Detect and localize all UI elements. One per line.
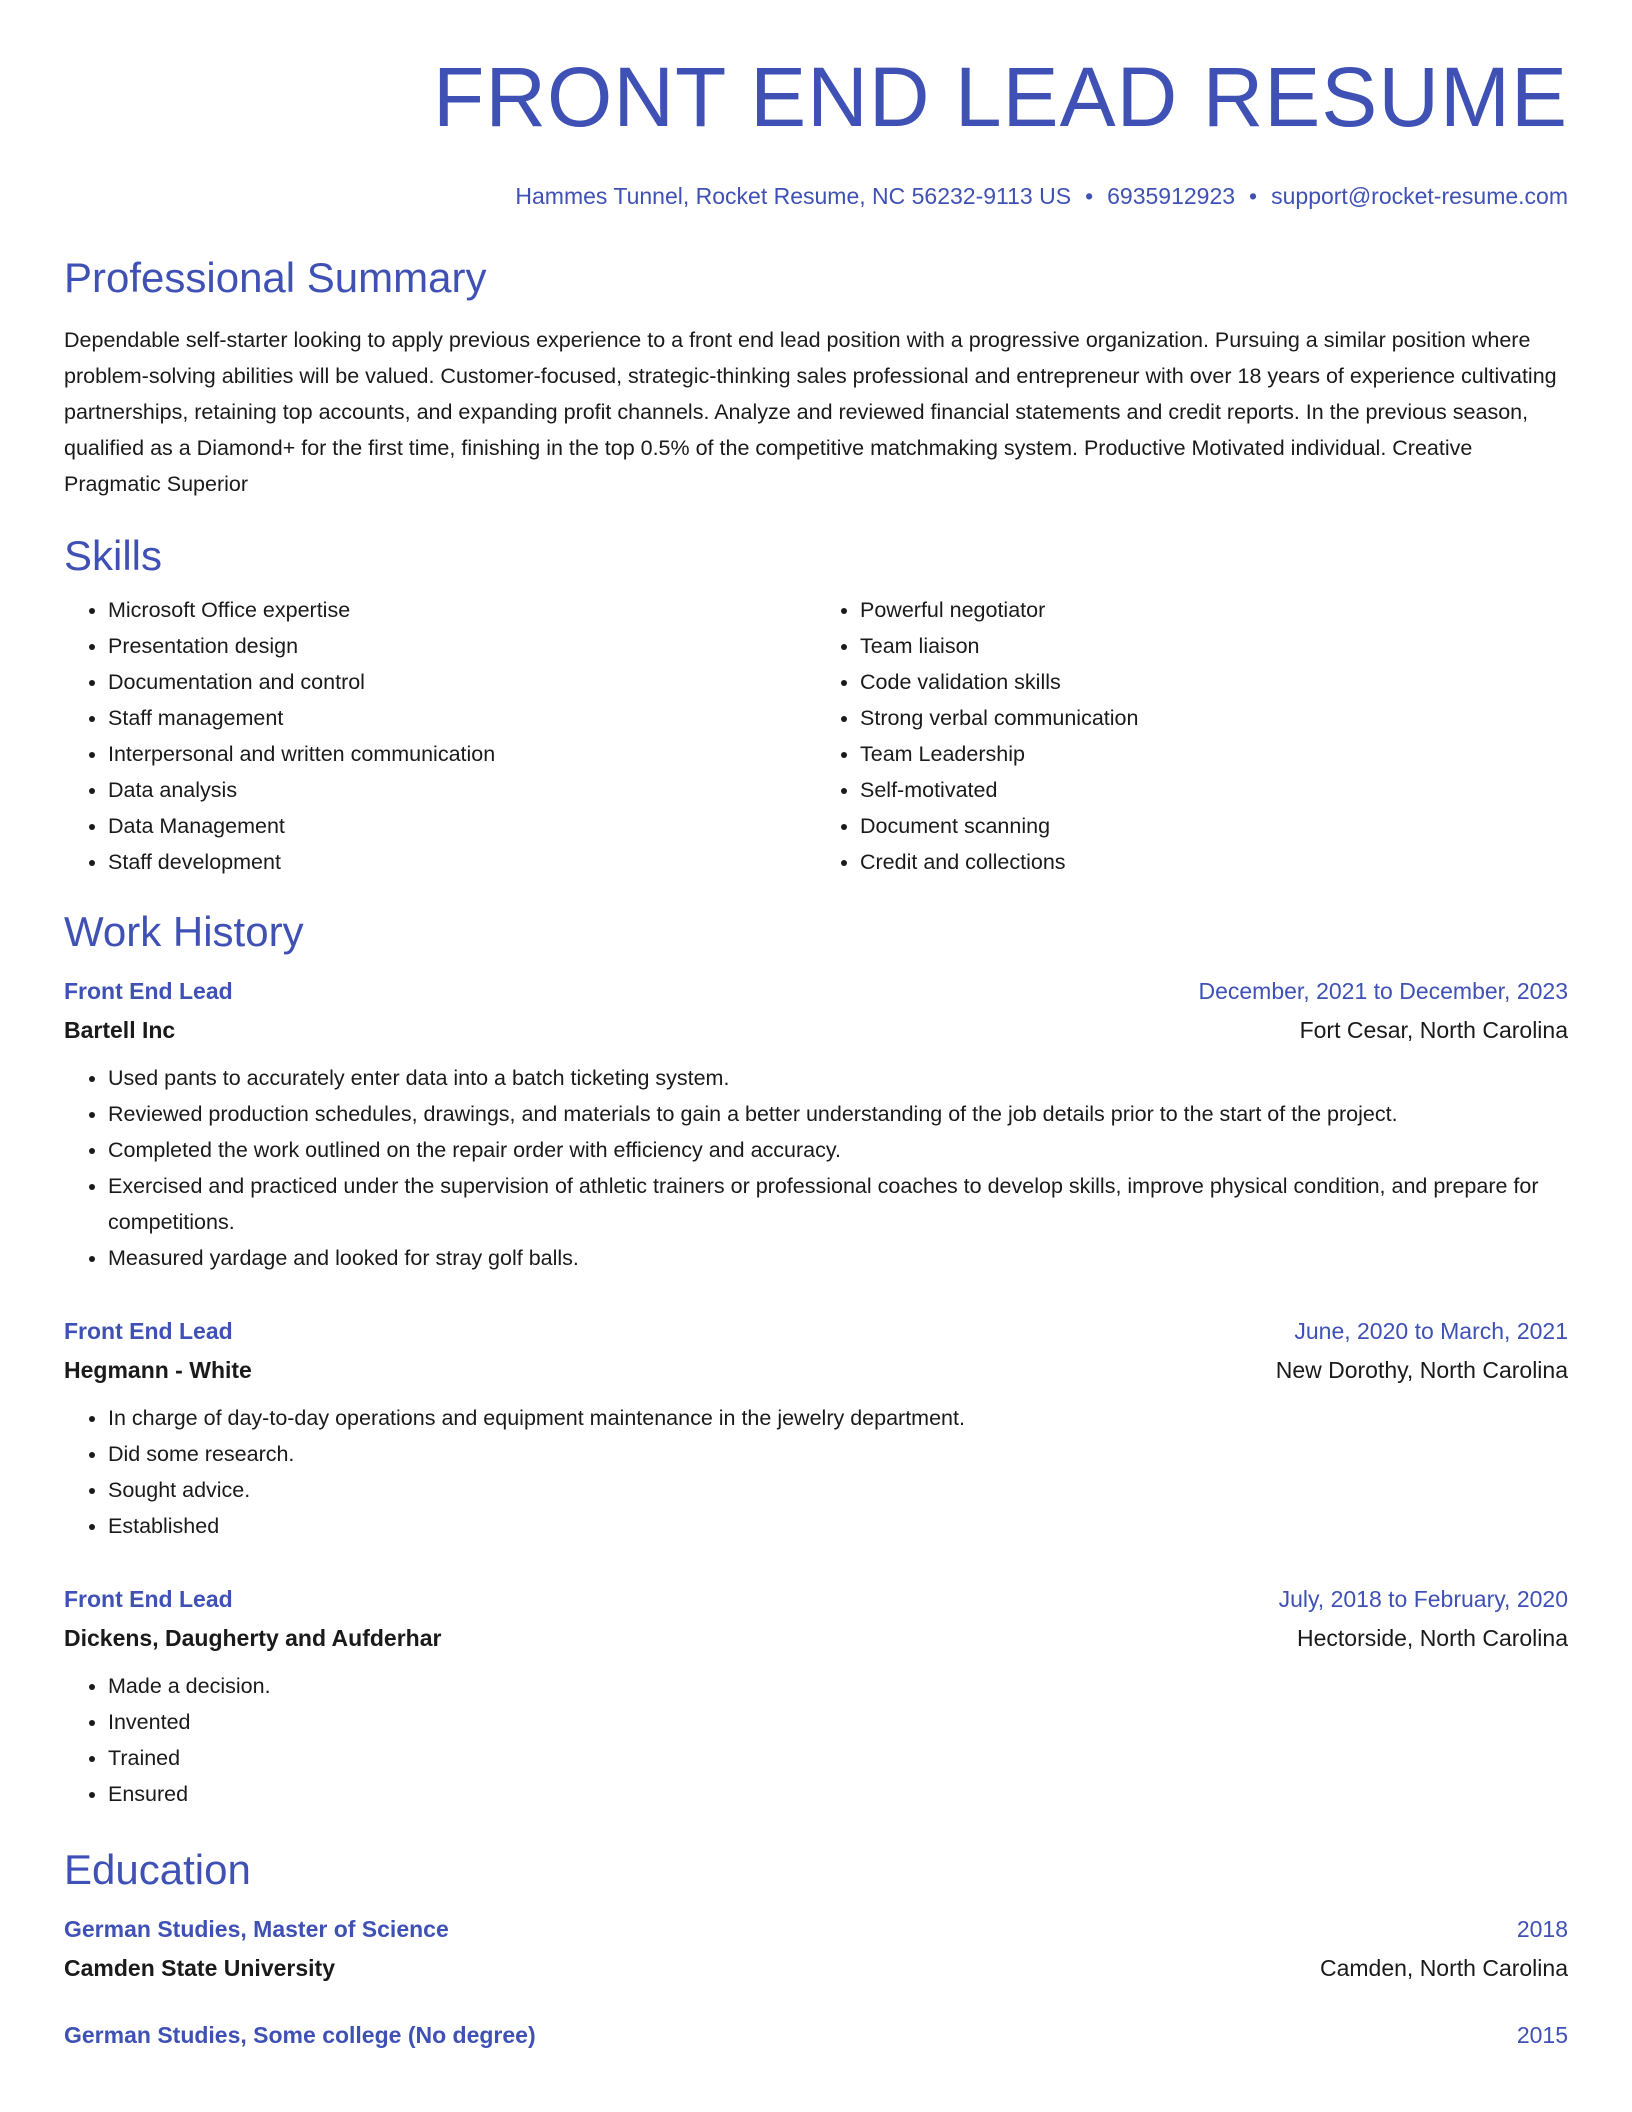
job-location: New Dorothy, North Carolina <box>1275 1357 1568 1383</box>
job-company: Bartell Inc <box>64 1017 176 1043</box>
job-entry <box>64 1318 1568 1544</box>
job-bullet: • Did some research. <box>108 1436 1568 1472</box>
job-role: Front End Lead <box>64 1318 233 1344</box>
job-location: Fort Cesar, North Carolina <box>1299 1017 1568 1043</box>
skill-item: • Staff development <box>108 844 816 880</box>
work-history-heading: Work History <box>64 908 304 955</box>
job-bullet: • Completed the work outlined on the repair order with efficiency and accuracy. <box>108 1132 1568 1168</box>
education-entry <box>64 1916 1568 1982</box>
job-company: Hegmann - White <box>64 1357 252 1383</box>
job-dates: December, 2021 to December, 2023 <box>1198 978 1568 1004</box>
skill-item: • Team liaison <box>860 628 1568 664</box>
job-bullet: • Exercised and practiced under the supervision of athletic trainers or professional coaches to develop skills, improve physical condition, and prepare for competitions. <box>108 1168 1568 1240</box>
job-bullets <box>64 1060 1568 1276</box>
job-bullet: • Ensured <box>108 1776 1568 1812</box>
job-bullets <box>64 1400 1568 1544</box>
skill-item: • Staff management <box>108 700 816 736</box>
education-location: Camden, North Carolina <box>1319 1955 1568 1981</box>
skills-list-left <box>64 592 816 880</box>
skill-item: • Presentation design <box>108 628 816 664</box>
skills-columns <box>64 592 1568 880</box>
education-school: Camden State University <box>64 1955 335 1981</box>
phone: 6935912923 <box>1107 183 1236 209</box>
skill-item: • Documentation and control <box>108 664 816 700</box>
skill-item: • Team Leadership <box>860 736 1568 772</box>
skill-item: • Interpersonal and written communication <box>108 736 816 772</box>
job-entry <box>64 978 1568 1276</box>
education-heading: Education <box>64 1846 251 1893</box>
job-bullet: • Established <box>108 1508 1568 1544</box>
job-role: Front End Lead <box>64 978 233 1004</box>
skill-item: • Powerful negotiator <box>860 592 1568 628</box>
skill-item: • Self-motivated <box>860 772 1568 808</box>
job-bullet: • In charge of day-to-day operations and equipment maintenance in the jewelry department. <box>108 1400 1568 1436</box>
contact-line <box>64 183 1568 210</box>
education-entry <box>64 2022 1568 2049</box>
skill-item: • Code validation skills <box>860 664 1568 700</box>
skill-item: • Credit and collections <box>860 844 1568 880</box>
job-bullet: • Reviewed production schedules, drawings, and materials to gain a better understanding of the job details prior to the start of the project. <box>108 1096 1568 1132</box>
job-bullet: • Trained <box>108 1740 1568 1776</box>
summary-heading: Professional Summary <box>64 254 487 301</box>
job-location: Hectorside, North Carolina <box>1296 1625 1568 1651</box>
skill-item: • Microsoft Office expertise <box>108 592 816 628</box>
summary-text: Dependable self-starter looking to apply previous experience to a front end lead position with a progressive organization. Pursuing a similar position where problem-solving abilities will be valued. Customer-focused, strategic-thinking sales professional and entrepreneur with over 18 years of experience cultivating partnerships, retaining top accounts, and expanding profit channels. Analyze and reviewed financial statements and credit reports. In the previous season, qualified as a Diamond+ for the first time, finishing in the top 0.5% of the competitive matchmaking system. Productive Motivated individual. Creative Pragmatic Superior <box>64 328 1557 496</box>
job-bullet: • Sought advice. <box>108 1472 1568 1508</box>
job-role: Front End Lead <box>64 1586 233 1612</box>
separator-dot: • <box>1249 183 1258 209</box>
address: Hammes Tunnel, Rocket Resume, NC 56232-9113 US <box>515 183 1072 209</box>
skill-item: • Document scanning <box>860 808 1568 844</box>
education-degree: German Studies, Some college (No degree) <box>64 2022 536 2048</box>
education-year: 2015 <box>1516 2022 1568 2048</box>
education-year: 2018 <box>1516 1916 1568 1942</box>
job-bullet: • Used pants to accurately enter data into a batch ticketing system. <box>108 1060 1568 1096</box>
job-dates: June, 2020 to March, 2021 <box>1294 1318 1568 1344</box>
resume-title: FRONT END LEAD RESUME <box>433 50 1568 144</box>
email-link[interactable]: support@rocket-resume.com <box>1271 183 1568 209</box>
job-bullet: • Invented <box>108 1704 1568 1740</box>
education-degree: German Studies, Master of Science <box>64 1916 449 1942</box>
job-dates: July, 2018 to February, 2020 <box>1278 1586 1568 1612</box>
skill-item: • Data Management <box>108 808 816 844</box>
job-company: Dickens, Daugherty and Aufderhar <box>64 1625 442 1651</box>
skills-list-right <box>816 592 1568 880</box>
job-bullet: • Made a decision. <box>108 1668 1568 1704</box>
skill-item: • Strong verbal communication <box>860 700 1568 736</box>
job-bullet: • Measured yardage and looked for stray golf balls. <box>108 1240 1568 1276</box>
skills-heading: Skills <box>64 532 163 579</box>
job-bullets <box>64 1668 1568 1812</box>
separator-dot: • <box>1085 183 1094 209</box>
job-entry <box>64 1586 1568 1812</box>
skill-item: • Data analysis <box>108 772 816 808</box>
